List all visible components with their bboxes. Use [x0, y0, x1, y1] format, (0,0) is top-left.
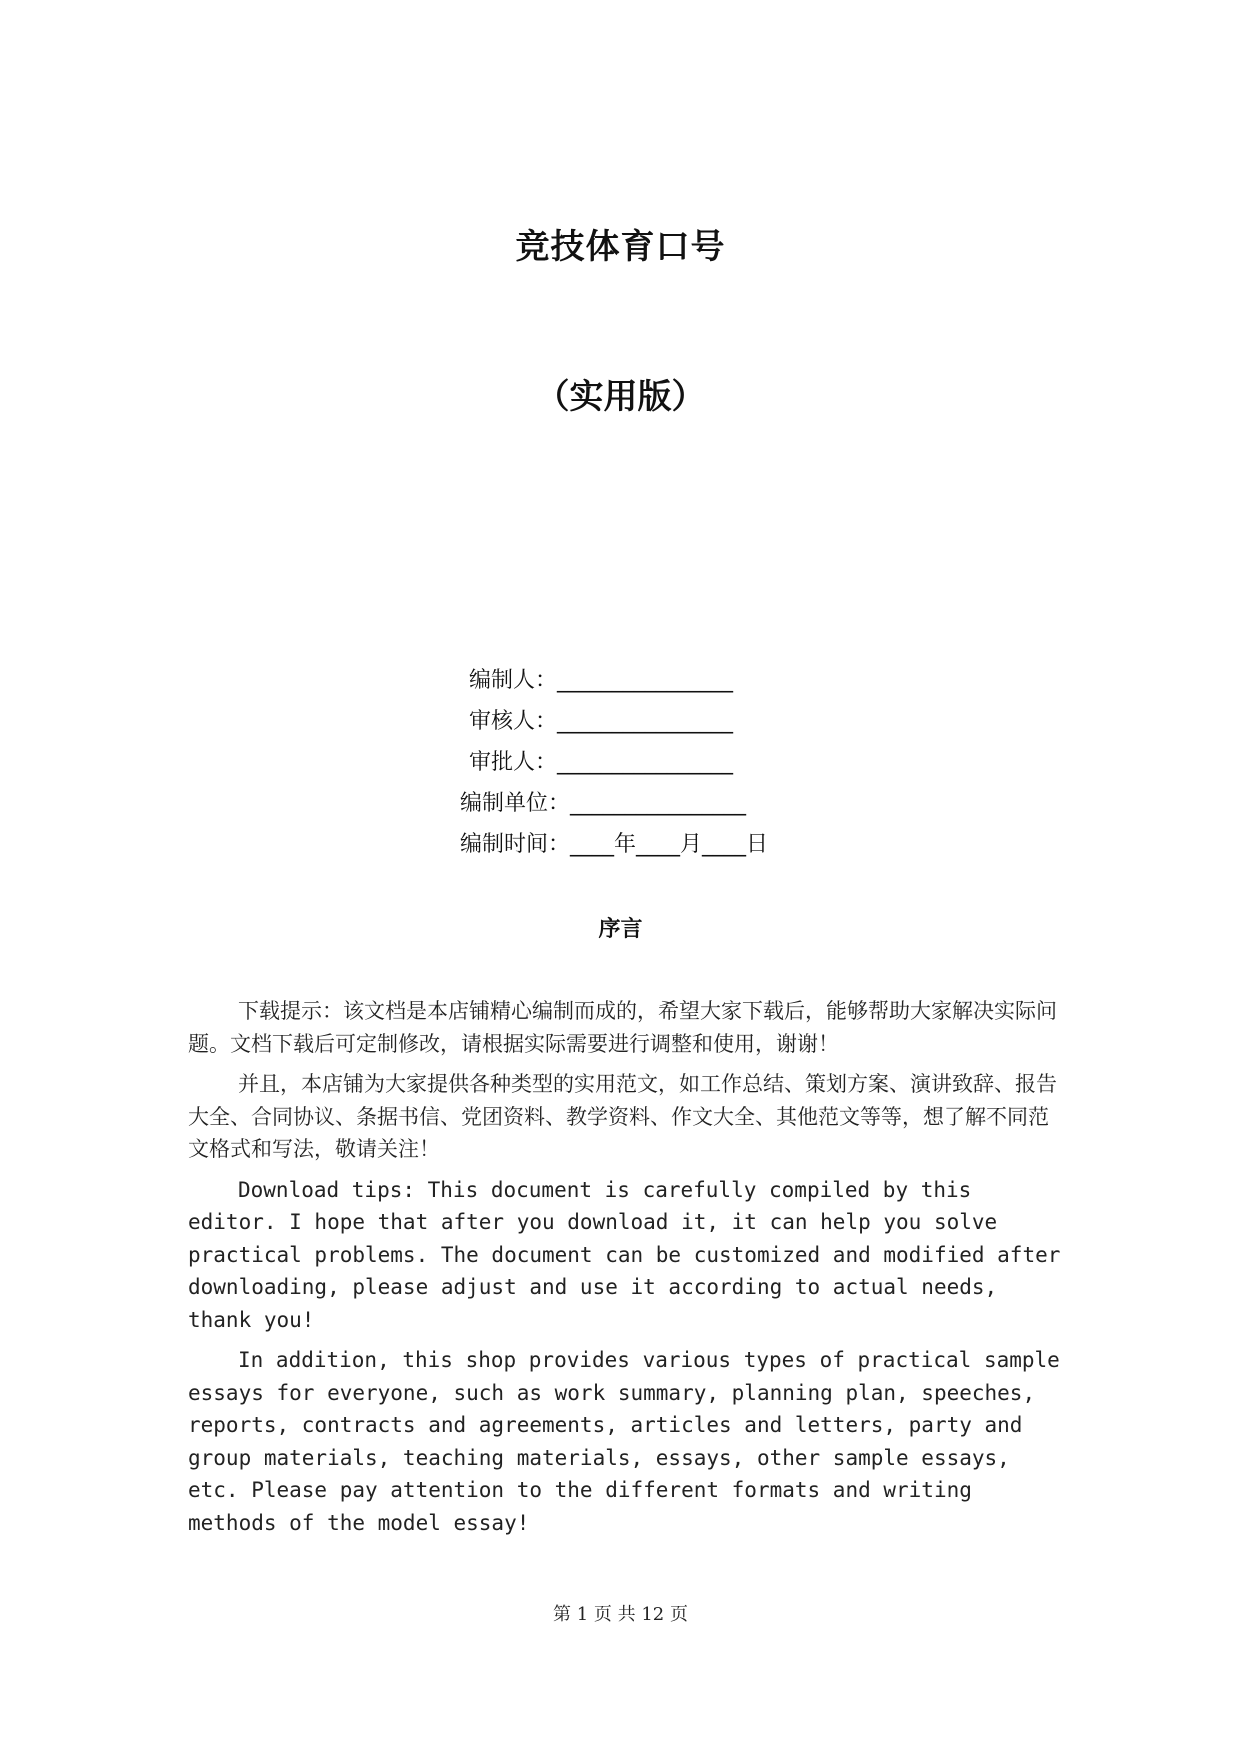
meta-label-unit: 编制单位：	[459, 791, 570, 816]
meta-label-date: 编制时间：	[459, 832, 570, 857]
preface-heading: 序言	[598, 917, 643, 942]
meta-row-unit	[0, 783, 1241, 824]
preface-body	[188, 995, 1068, 1547]
meta-row-date	[0, 824, 1241, 865]
meta-value-approver: ________________	[557, 750, 733, 775]
document-meta-block	[0, 660, 1241, 865]
meta-value-unit: ________________	[570, 791, 746, 816]
document-subtitle: （实用版）	[535, 377, 706, 417]
meta-label-approver: 审批人：	[468, 750, 557, 775]
meta-value-compiler: ________________	[557, 668, 733, 693]
meta-row-compiler	[0, 660, 1241, 701]
document-title: 竞技体育口号	[515, 227, 726, 267]
meta-value-date: ____年____月____日	[570, 832, 769, 857]
paragraph-shop-info-cn: 并且，本店铺为大家提供各种类型的实用范文，如工作总结、策划方案、演讲致辞、报告大全、合同协议、条据书信、党团资料、教学资料、作文大全、其他范文等等，想了解不同范文格式和写法，敬请关注！	[188, 1072, 1057, 1161]
meta-row-reviewer	[0, 701, 1241, 742]
meta-value-reviewer: ________________	[557, 709, 733, 734]
meta-label-compiler: 编制人：	[468, 668, 557, 693]
paragraph-shop-info-en: In addition, this shop provides various types of practical sample essays for everyone, such as work summary, planning plan, speeches, reports, contracts and agreements, articles and letters, party and group materials, teaching materials, essays, other sample essays, etc. Please pay attention to the different formats and writing methods of the model essay!	[188, 1348, 1060, 1535]
page-footer: 第 1 页 共 12 页	[553, 1604, 688, 1625]
paragraph-download-tip-cn: 下载提示：该文档是本店铺精心编制而成的，希望大家下载后，能够帮助大家解决实际问题。文档下载后可定制修改，请根据实际需要进行调整和使用，谢谢！	[188, 999, 1057, 1056]
meta-label-reviewer: 审核人：	[468, 709, 557, 734]
meta-row-approver	[0, 742, 1241, 783]
paragraph-download-tip-en: Download tips: This document is carefully compiled by this editor. I hope that after you download it, it can help you solve practical problems. The document can be customized and modified after downloading, please adjust and use it according to actual needs, thank you!	[188, 1177, 1061, 1332]
